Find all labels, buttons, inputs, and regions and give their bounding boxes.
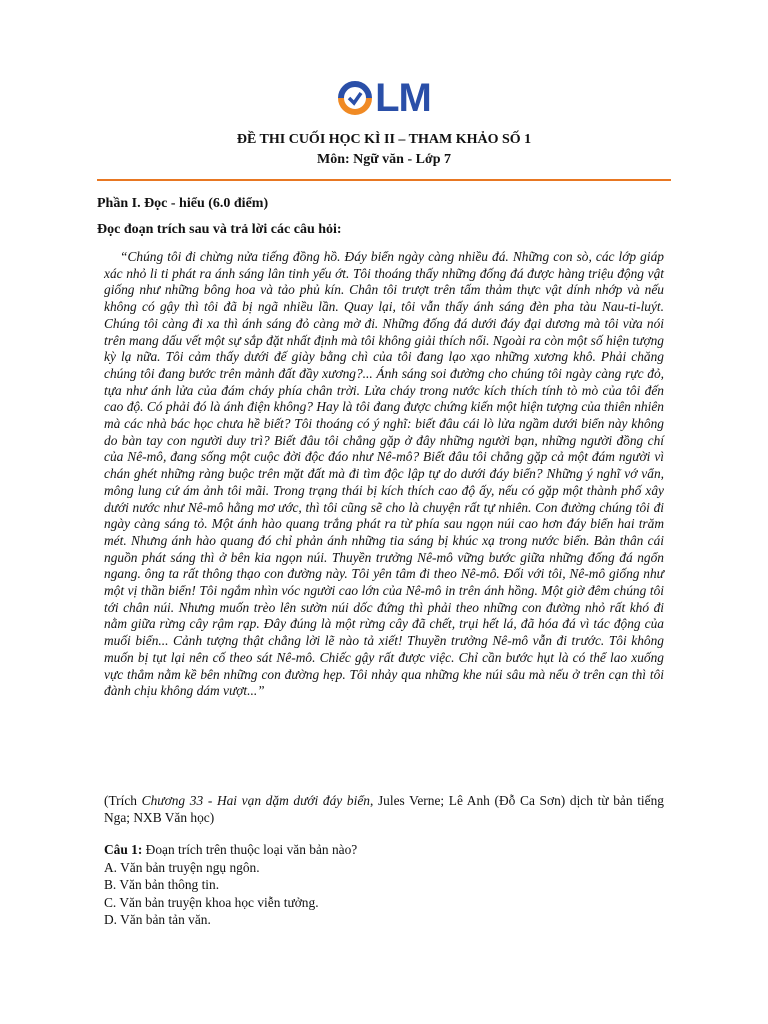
reading-instruction: Đọc đoạn trích sau và trả lời các câu hỏi:: [97, 222, 342, 237]
subject-line: Môn: Ngữ văn - Lớp 7: [317, 152, 451, 167]
section-title: Phần I. Đọc - hiểu (6.0 điểm): [97, 196, 269, 211]
citation-open: (Trích: [104, 793, 142, 808]
question-1-option-b: B. Văn bản thông tin.: [104, 877, 220, 892]
header-divider: [97, 179, 671, 181]
logo-area: [0, 78, 768, 121]
olm-logo: [337, 78, 431, 118]
question-1-option-d: D. Văn bản tản văn.: [104, 912, 211, 927]
question-1-option-c: C. Văn bản truyện khoa học viễn tưởng.: [104, 894, 319, 910]
question-1-prompt: [104, 841, 664, 859]
question-1-label: Câu 1:: [104, 842, 143, 857]
passage-citation: [104, 792, 664, 826]
question-1: [104, 841, 664, 929]
question-1-option-a: A. Văn bản truyện ngụ ngôn.: [104, 859, 260, 875]
citation-work-title: Chương 33 - Hai vạn dặm dưới đáy biển: [141, 793, 370, 808]
question-1-text: Đoạn trích trên thuộc loại văn bản nào?: [142, 842, 358, 857]
reading-passage: “Chúng tôi đi chừng nửa tiếng đồng hồ. Đáy biển ngày càng nhiều đá. Những con sò, các lớp giáp xác nhỏ li ti phát ra ánh sáng lân tinh yếu ớt. Tôi thoáng thấy những đống đá được hàng triệu động vật giống như những bông hoa và tảo phủ kín. Chân tôi trượt trên tấm thảm thực vật dính nhớp và nếu không có gậy thì tôi đã bị ngã nhiều lần. Quay lại, tôi vẫn thấy ánh sáng đèn pha tàu Nau-ti-luýt. Chúng tôi càng đi xa thì ánh sáng đỏ càng mờ đi. Những đống đá dưới đáy đại dương mà tôi vừa nói trên mang dấu vết một sự sắp đặt nhất định mà tôi không giải thích nổi. Ngoài ra còn một số hiện tượng kỳ lạ nữa. Tôi cảm thấy dưới đế giày bằng chì của tôi đang lạo xạo những xương khô. Phải chăng chúng tôi đang bước trên mảnh đất đầy xương?... Ánh sáng soi đường cho chúng tôi ngày càng rực đỏ, tựa như ánh lửa của đám cháy phía chân trời. Lửa cháy trong nước kích thích tính tò mò của tôi đến cao độ. Có phải đó là ánh điện không? Hay là tôi đang được chứng kiến một hiện tượng của thiên nhiên mà các nhà bác học chưa hề biết? Tôi thoáng có ý nghĩ: biết đâu cái lò lửa ngầm dưới biển này không do bàn tay con người duy trì? Biết đâu tôi chẳng gặp ở đây những người bạn, những người đồng chí của Nê-mô, đang sống một cuộc đời độc đáo như Nê-mô? Biết đâu tôi chẳng gặp cả một đám người vì chán ghét những ràng buộc trên mặt đất mà đi tìm độc lập tự do dưới đáy biển? Những ý nghĩ vớ vẩn, mông lung cứ ám ảnh tôi mãi. Trong trạng thái bị kích thích cao độ ấy, nếu có gặp một thành phố xây dưới nước như Nê-mô hằng mơ ước, thì tôi cũng sẽ cho là chuyện rất tự nhiên. Con đường chúng tôi đi ngày càng sáng tỏ. Một ánh hào quang trắng phát ra từ phía sau ngọn núi cao hơn đáy biển hai trăm mét. Nhưng ánh hào quang đó chỉ phản ánh những tia sáng bị khúc xạ trong nước biển. Bản thân cái nguồn phát sáng thì ở bên kia ngọn núi. Thuyền trưởng Nê-mô vững bước giữa những đống đá ngổn ngang. ông ta rất thông thạo con đường này. Tôi yên tâm đi theo Nê-mô. Đối với tôi, Nê-mô giống như một vị thần biển! Tôi ngắm nhìn vóc người cao lớn của Nê-mô in trên ánh hồng. Một giờ đêm chúng tôi tới chân núi. Nhưng muốn trèo lên sườn núi dốc đứng thì phải theo những con đường nhỏ rất khó đi nằm giữa rừng cây rậm rạp. Đây đúng là một rừng cây đã chết, trụi hết lá, đã hóa đá vì tác động của muối biển... Cảnh tượng thật chẳng lời lẽ nào tả xiết! Thuyền trưởng Nê-mô vẫn đi trước. Tôi không muốn bị tụt lại nên cố theo sát Nê-mô. Chiếc gậy rất được việc. Chỉ cần bước hụt là có thể lao xuống vực thẳm nằm kề bên những con đường hẹp. Tôi nhảy qua những khe núi sâu mà nếu ở trên cạn thì tôi đành chịu không dám vượt...”: [104, 249, 664, 699]
logo-wordmark: LM: [375, 76, 431, 120]
citation-details: , Jules Verne; Lê Anh (Đỗ Ca Sơn) dịch từ bản tiếng Nga; NXB Văn học): [104, 793, 664, 825]
exam-title: ĐỀ THI CUỐI HỌC KÌ II – THAM KHẢO SỐ 1: [236, 132, 532, 147]
olm-logo-icon: [337, 80, 373, 116]
